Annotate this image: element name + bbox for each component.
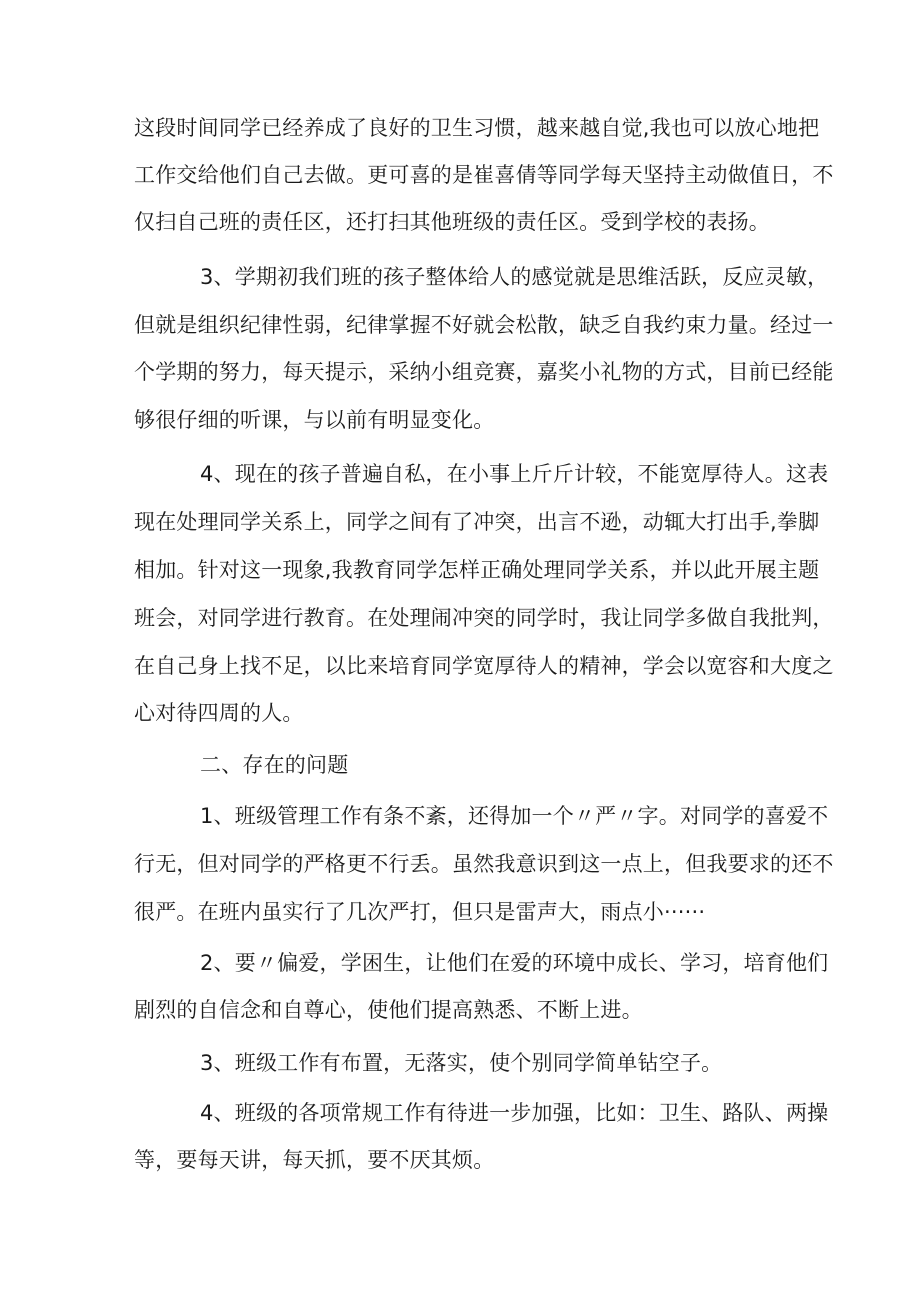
text-line: 个学期的努力，每天提示，采纳小组竞赛，嘉奖小礼物的方式，目前已经能 [134,360,834,384]
text-line: 等，要每天讲，每天抓，要不厌其烦。 [134,1148,495,1172]
text-line: 心对待四周的人。 [134,701,304,725]
text-line: 相加。针对这一现象,我教育同学怎样正确处理同学关系，并以此开展主题 [134,558,820,582]
text-line: 4、现在的孩子普遍自私，在小事上斤斤计较，不能宽厚待人。这表 [200,462,829,486]
text-line: 仅扫自己班的责任区，还打扫其他班级的责任区。受到学校的表扬。 [134,210,770,234]
text-line: 行无，但对同学的严格更不行丢。虽然我意识到这一点上，但我要求的还不 [134,852,834,876]
section-heading: 二、存在的问题 [200,753,349,777]
text-line: 4、班级的各项常规工作有待进一步加强，比如：卫生、路队、两操 [200,1101,829,1125]
text-line: 工作交给他们自己去做。更可喜的是崔喜倩等同学每天坚持主动做值日，不 [134,163,834,187]
text-line: 很严。在班内虽实行了几次严打，但只是雷声大，雨点小······ [134,900,706,924]
text-line: 3、班级工作有布置，无落实，使个别同学简单钻空子。 [200,1051,723,1075]
text-line: 班会，对同学进行教育。在处理闹冲突的同学时，我让同学多做自我批判， [134,606,834,630]
text-line: 3、学期初我们班的孩子整体给人的感觉就是思维活跃，反应灵敏， [200,265,829,289]
text-line: 够很仔细的听课，与以前有明显变化。 [134,408,495,432]
text-line: 2、要〃偏爱，学困生，让他们在爱的环境中成长、学习，培育他们 [200,951,829,975]
text-line: 这段时间同学已经养成了良好的卫生习惯，越来越自觉,我也可以放心地把 [134,116,820,140]
text-line: 剧烈的自信念和自尊心，使他们提高熟悉、不断上进。 [134,998,643,1022]
text-line: 现在处理同学关系上，同学之间有了冲突，出言不逊，动辄大打出手,拳脚 [134,510,820,534]
text-line: 但就是组织纪律性弱，纪律掌握不好就会松散，缺乏自我约束力量。经过一 [134,313,834,337]
text-line: 在自己身上找不足，以比来培育同学宽厚待人的精神，学会以宽容和大度之 [134,654,834,678]
text-line: 1、班级管理工作有条不紊，还得加一个〃严〃字。对同学的喜爱不 [200,804,829,828]
